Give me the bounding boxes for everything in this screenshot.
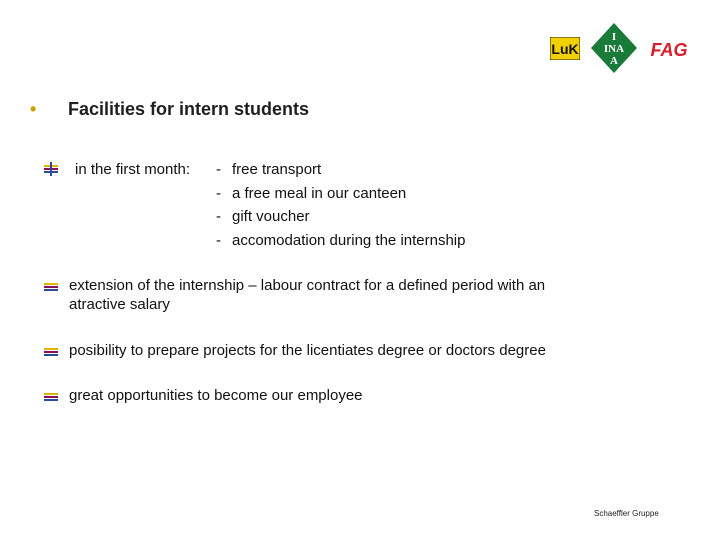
ina-logo: [591, 23, 637, 73]
bullet-marker-icon: [44, 348, 58, 358]
bullet-marker-icon: [44, 165, 58, 175]
sub-item: free transport: [232, 161, 322, 178]
sub-item: a free meal in our canteen: [232, 185, 407, 202]
svg-text:A: A: [610, 55, 618, 67]
sub-item: gift voucher: [232, 208, 310, 225]
list-item-line: extension of the internship – labour contract for a defined period with an: [69, 277, 546, 294]
bullet-marker-icon: [44, 283, 58, 293]
sub-dash: -: [216, 161, 221, 178]
heading-bullet: •: [30, 99, 37, 119]
slide-heading: [30, 99, 309, 120]
list-item-line: great opportunities to become our employee: [69, 387, 363, 404]
list-item-line: atractive salary: [69, 296, 170, 313]
footer-company: Schaeffler Gruppe: [594, 509, 659, 518]
sub-dash: -: [216, 185, 221, 202]
svg-text:I: I: [611, 31, 617, 43]
sub-dash: -: [216, 232, 221, 249]
luk-logo: [550, 37, 580, 60]
sub-item: accomodation during the internship: [232, 232, 466, 249]
svg-text:FAG: FAG: [650, 40, 688, 58]
sub-dash: -: [216, 208, 221, 225]
heading-title: Facilities for intern students: [68, 99, 310, 119]
fag-logo: [645, 40, 693, 58]
bullet-marker-icon: [44, 393, 58, 403]
svg-text:INA: INA: [603, 43, 625, 55]
list-item-line: posibility to prepare projects for the licentiates degree or doctors degree: [69, 342, 546, 359]
first-month-label: in the first month:: [75, 161, 191, 178]
svg-text:LuK: LuK: [551, 41, 579, 57]
